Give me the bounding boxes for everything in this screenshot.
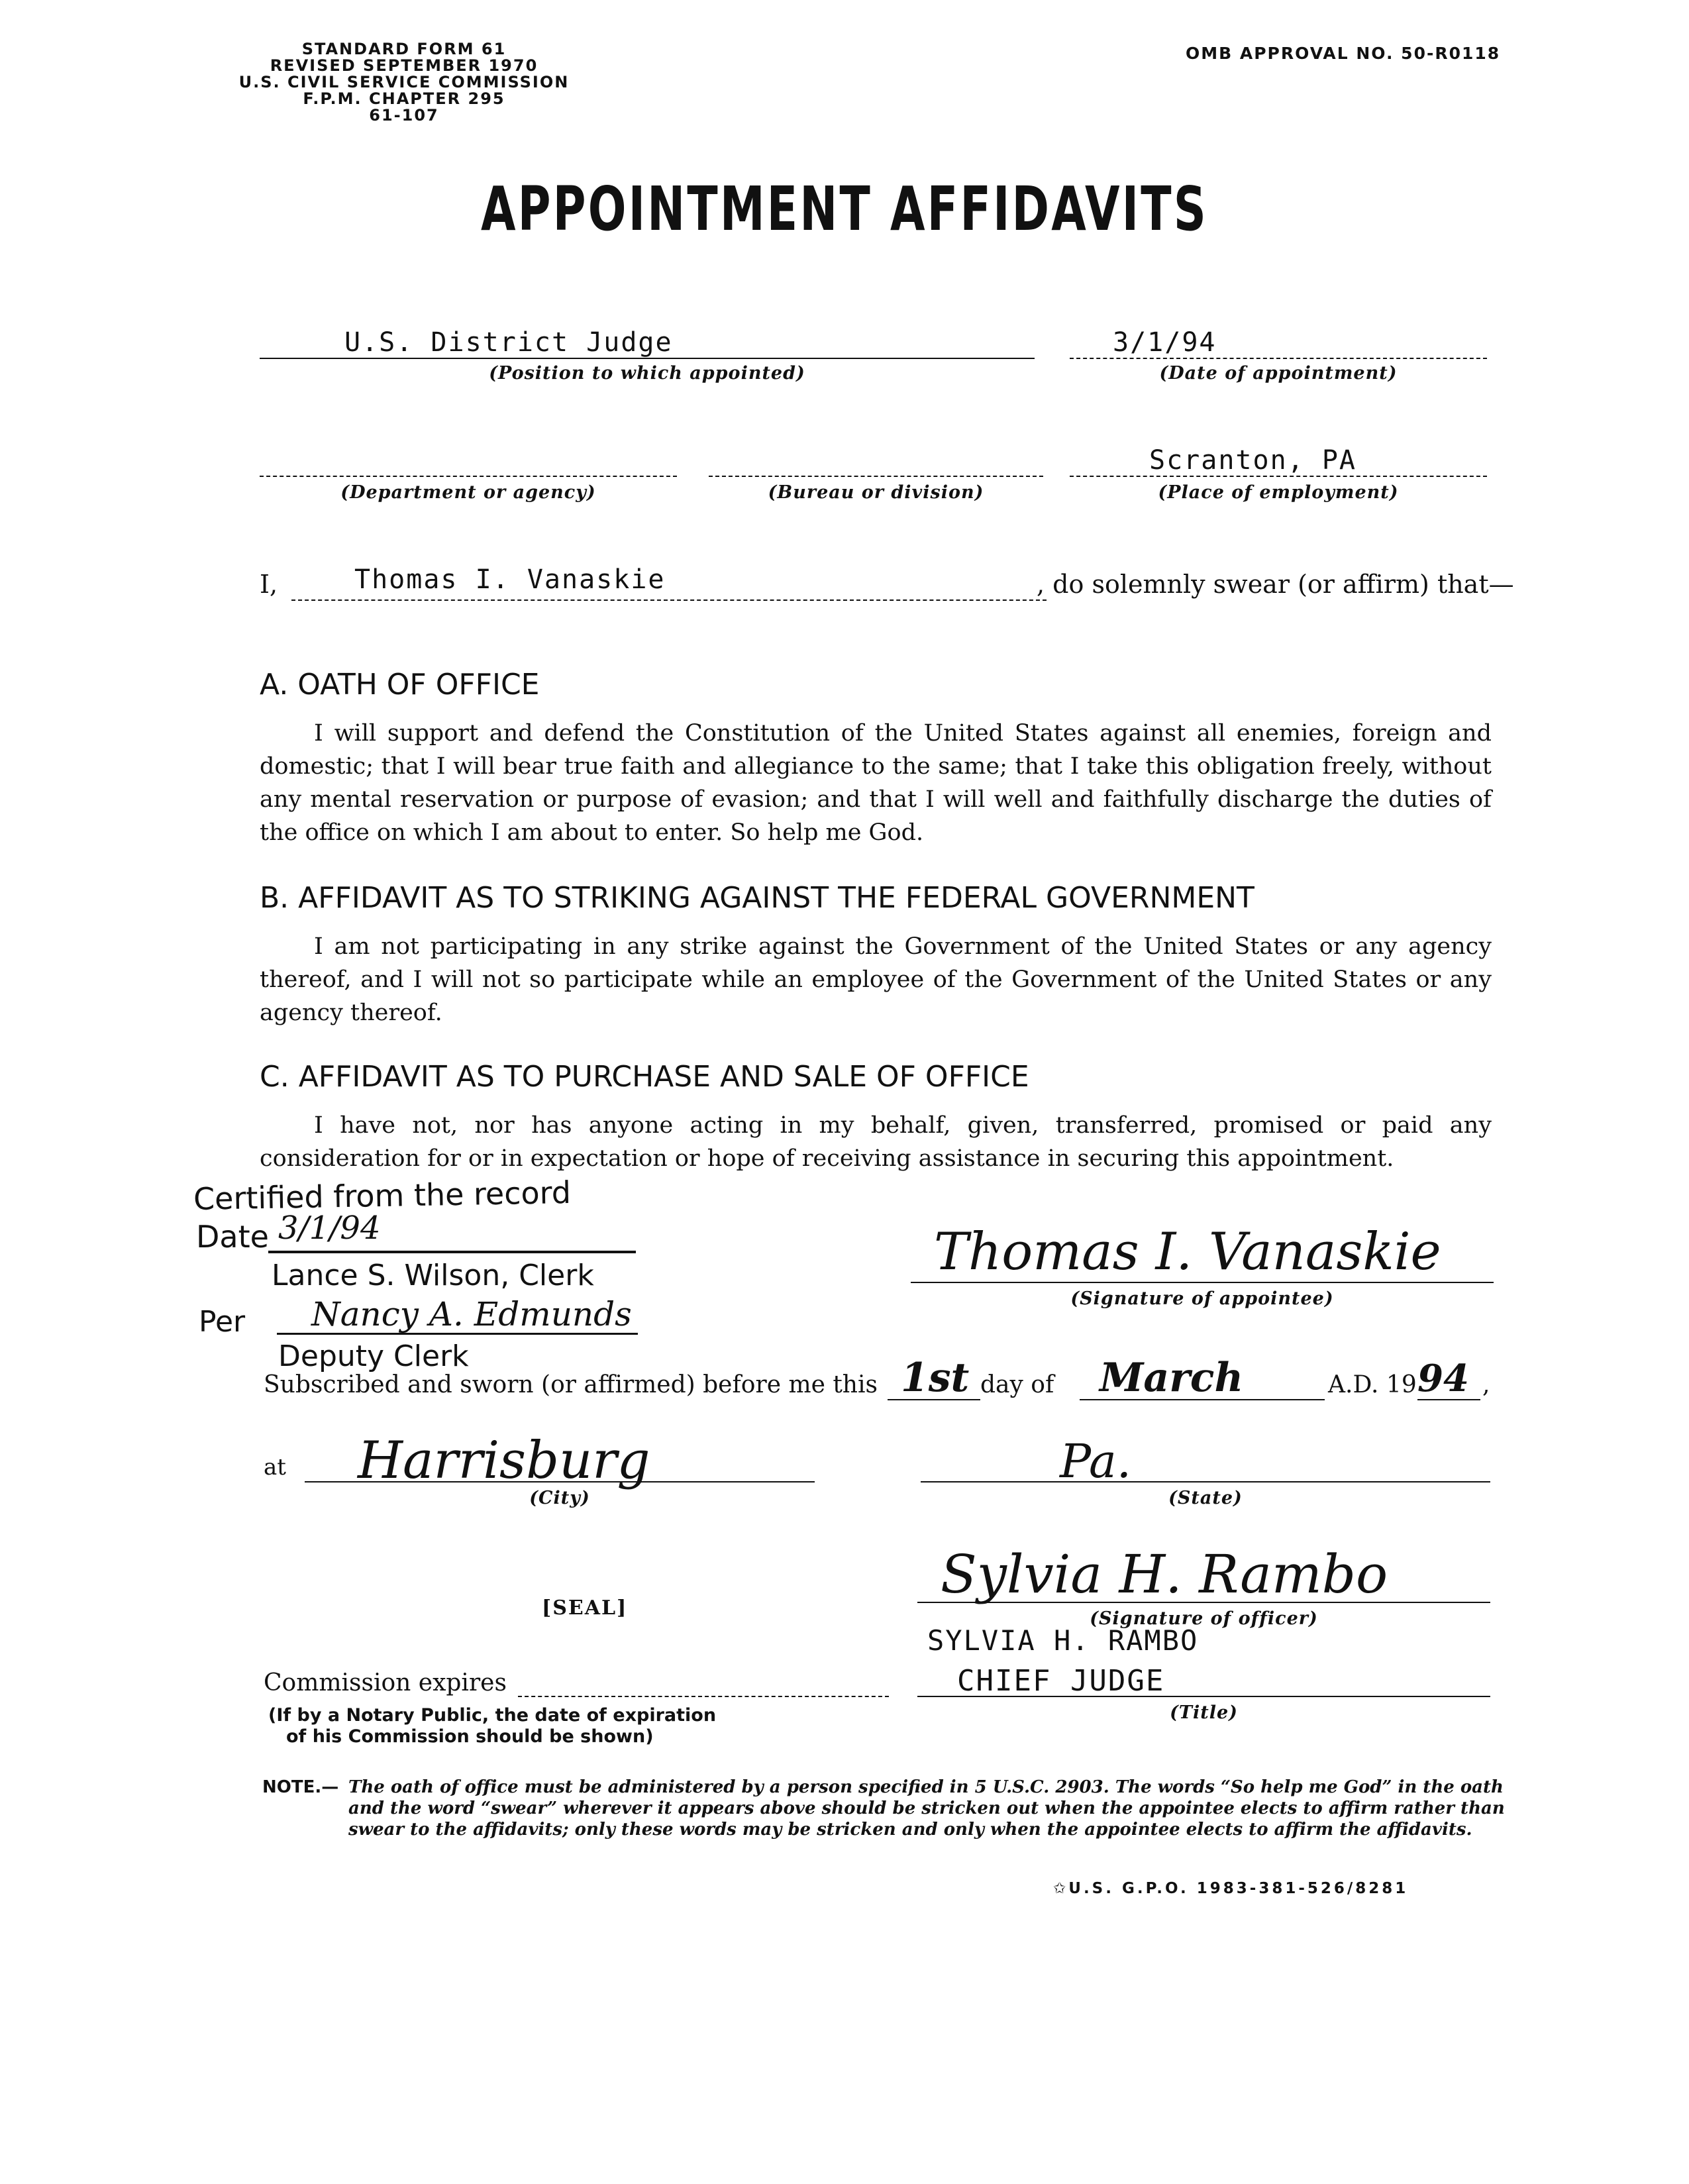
officer-signature: Sylvia H. Rambo: [941, 1543, 1388, 1605]
cert-date-line: [268, 1251, 636, 1253]
department-field-line: [260, 476, 677, 477]
note-text: The oath of office must be administered by a person specified in 5 U.S.C. 2903. The words “So help me God” in the oath and the word “swear” wherever it appears above should be stricken out when the appointee elects to affirm rather than swear to the affidavits; only these words may be stricken and only when the appointee elects to affirm the affidavits.: [348, 1777, 1505, 1840]
month-handwritten: March: [1100, 1355, 1244, 1401]
appointee-name-field[interactable]: Thomas I. Vanaskie: [354, 564, 666, 595]
at-label: at: [264, 1454, 286, 1481]
appointee-signature-caption: (Signature of appointee): [1070, 1288, 1334, 1309]
position-field-line: [260, 358, 1035, 359]
note-label: NOTE.—: [262, 1777, 339, 1797]
sworn-text: Subscribed and sworn (or affirmed) before me this: [264, 1371, 878, 1398]
date-field-line: [1070, 358, 1487, 359]
year-handwritten: 94: [1417, 1357, 1469, 1400]
form-line: F.P.M. CHAPTER 295: [303, 89, 505, 108]
title-caption: (Title): [1170, 1702, 1238, 1723]
state-caption: (State): [1168, 1488, 1243, 1508]
officer-signature-caption: (Signature of officer): [1090, 1608, 1318, 1629]
appointee-signature-line: [911, 1282, 1494, 1283]
officer-typed-name: SYLVIA H. RAMBO: [927, 1624, 1199, 1657]
form-line: REVISED SEPTEMBER 1970: [270, 56, 538, 75]
city-caption: (City): [529, 1488, 590, 1508]
day-handwritten: 1st: [901, 1355, 970, 1401]
seal-placeholder: [SEAL]: [542, 1596, 628, 1620]
name-field-line: [291, 599, 1047, 601]
cert-date-label: Date: [196, 1219, 269, 1255]
oath-suffix: , do solemnly swear (or affirm) that—: [1037, 570, 1514, 599]
place-caption: (Place of employment): [1158, 482, 1399, 503]
deputy-signature: Nancy A. Edmunds: [311, 1295, 632, 1333]
footer-note: [262, 1777, 1508, 1840]
day-of-label: day of: [980, 1371, 1054, 1398]
form-line: STANDARD FORM 61: [301, 40, 507, 58]
year-comma: ,: [1482, 1371, 1490, 1398]
bureau-field-line: [709, 476, 1043, 477]
section-b-text: I am not participating in any strike against the Government of the United States or any agency thereof, and I will not so participate while an employee of the Government of the United States or any agency thereof.: [260, 933, 1492, 1026]
place-of-employment-field[interactable]: Scranton, PA: [1149, 445, 1356, 476]
date-of-appointment-field[interactable]: 3/1/94: [1113, 327, 1217, 358]
city-handwritten: Harrisburg: [358, 1431, 650, 1490]
state-handwritten: Pa.: [1060, 1434, 1131, 1488]
officer-title: CHIEF JUDGE: [957, 1664, 1165, 1698]
form-identifier: [219, 41, 589, 124]
gpo-imprint: ✩U.S. G.P.O. 1983-381-526/8281: [1053, 1880, 1409, 1897]
section-a-heading: A. OATH OF OFFICE: [260, 668, 540, 702]
cert-date-handwritten: 3/1/94: [278, 1210, 381, 1247]
commission-label: Commission expires: [264, 1669, 507, 1696]
position-field[interactable]: U.S. District Judge: [344, 327, 673, 358]
omb-approval: OMB APPROVAL NO. 50-R0118: [1186, 44, 1501, 63]
section-a-text: I will support and defend the Constitution of the United States against all enemies, foreign and domestic; that I will bear true faith and allegiance to the same; that I take this obligation freely, without any mental reservation or purpose of evasion; and that I will well and faithfully discharge the duties of the office on which I am about to enter. So help me God.: [260, 720, 1492, 846]
bureau-caption: (Bureau or division): [768, 482, 984, 503]
per-label: Per: [199, 1305, 246, 1339]
deputy-clerk-label: Deputy Clerk: [278, 1339, 469, 1373]
commission-note-1: (If by a Notary Public, the date of expiration: [268, 1705, 717, 1726]
form-line: 61-107: [369, 106, 439, 125]
ad-label: A.D. 19: [1328, 1371, 1417, 1398]
state-line: [921, 1481, 1490, 1482]
clerk-name: Lance S. Wilson, Clerk: [272, 1259, 594, 1292]
oath-prefix: I,: [260, 570, 278, 599]
commission-line: [518, 1696, 889, 1697]
date-caption: (Date of appointment): [1159, 363, 1398, 384]
department-caption: (Department or agency): [340, 482, 596, 503]
section-b-heading: B. AFFIDAVIT AS TO STRIKING AGAINST THE FEDERAL GOVERNMENT: [260, 881, 1254, 915]
place-field-line: [1070, 476, 1487, 477]
page-title: APPOINTMENT AFFIDAVITS: [480, 174, 1209, 244]
position-caption: (Position to which appointed): [489, 363, 805, 384]
form-line: U.S. CIVIL SERVICE COMMISSION: [238, 73, 570, 91]
section-c-text: I have not, nor has anyone acting in my behalf, given, transferred, promised or paid any consideration for or in expectation or hope of receiving assistance in securing this appointment.: [260, 1112, 1492, 1172]
section-c-heading: C. AFFIDAVIT AS TO PURCHASE AND SALE OF OFFICE: [260, 1060, 1029, 1094]
certified-from-record: Certified from the record: [193, 1174, 572, 1217]
commission-note-2: of his Commission should be shown): [286, 1726, 654, 1747]
appointee-signature: Thomas I. Vanaskie: [934, 1222, 1441, 1282]
